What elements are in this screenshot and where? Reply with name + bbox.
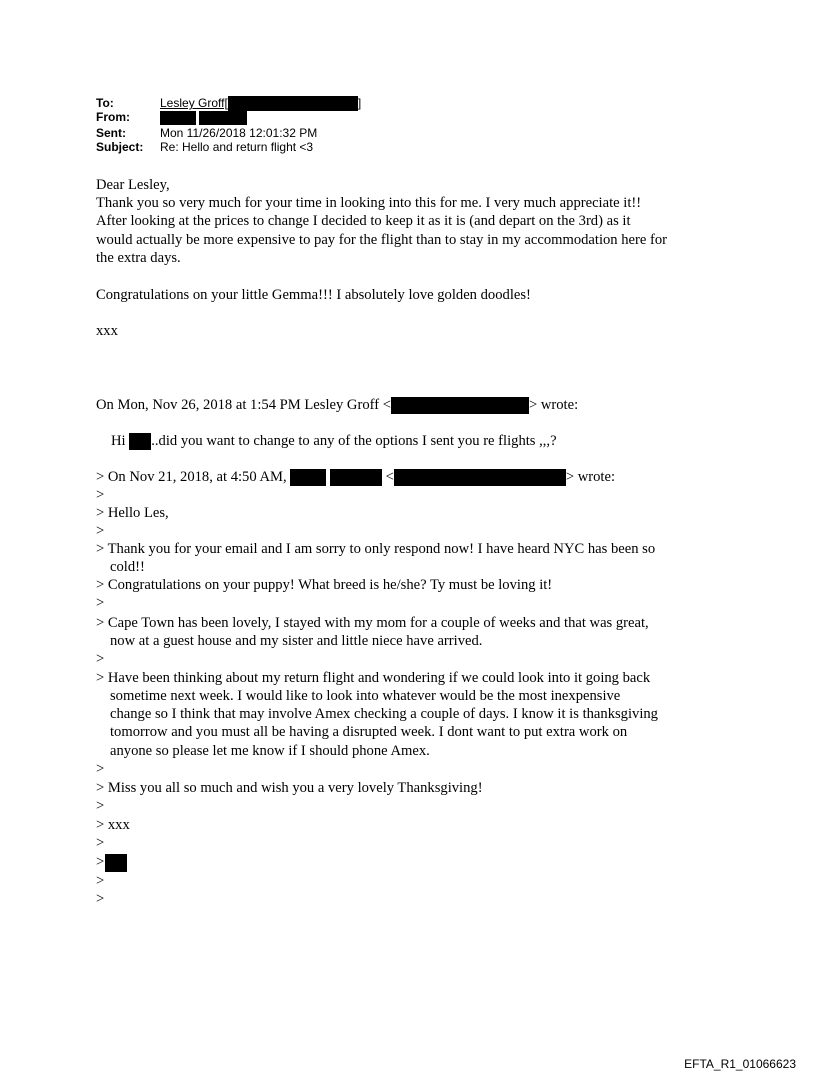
quote-marker: > — [96, 651, 105, 667]
sent-label: Sent: — [96, 126, 126, 140]
redaction-bar — [330, 469, 382, 486]
quote-marker: > — [96, 873, 105, 889]
redaction-bar — [391, 397, 529, 414]
quoted-line: > Cape Town has been lovely, I stayed with my mom for a couple of weeks and that was great, — [96, 615, 649, 631]
redaction-bar — [129, 433, 151, 450]
redaction-bar — [394, 469, 566, 486]
quoted-intro-lt: < — [385, 469, 394, 485]
body-paragraph-2: Congratulations on your little Gemma!!! I absolutely love golden doodles! — [96, 287, 531, 303]
quoted-line: > Miss you all so much and wish you a very lovely Thanksgiving! — [96, 780, 483, 796]
email-header — [96, 96, 496, 156]
reply-intro — [96, 396, 578, 414]
quoted-line: anyone so please let me know if I should phone Amex. — [110, 743, 430, 759]
quote-marker: > — [96, 854, 105, 870]
quote-marker: > — [96, 835, 105, 851]
to-tail: ] — [357, 96, 362, 110]
from-label: From: — [96, 110, 130, 124]
quote-marker: > — [96, 891, 105, 907]
quoted-line: cold!! — [110, 559, 145, 575]
to-label: To: — [96, 96, 114, 110]
redaction-bar — [105, 854, 127, 872]
redaction-bar — [290, 469, 326, 486]
subject-label: Subject: — [96, 140, 144, 154]
quoted-hello: > Hello Les, — [96, 505, 169, 521]
reply-intro-text: On Mon, Nov 26, 2018 at 1:54 PM Lesley Groff < — [96, 397, 391, 413]
from-value — [160, 110, 247, 125]
redaction-bar — [160, 111, 196, 125]
quoted-xxx: > xxx — [96, 817, 130, 833]
sign-off: xxx — [96, 323, 118, 339]
quoted-line: now at a guest house and my sister and little niece have arrived. — [110, 633, 483, 649]
quoted-line: > Congratulations on your puppy! What breed is he/she? Ty must be loving it! — [96, 577, 553, 593]
body-line: Thank you so very much for your time in looking into this for me. I very much appreciate it!! — [96, 195, 642, 211]
to-name: Lesley Groff[ — [160, 96, 228, 110]
body-paragraph-1 — [96, 194, 667, 268]
reply-intro-end: > wrote: — [528, 397, 579, 413]
reply-hi: Hi — [111, 433, 126, 449]
greeting: Dear Lesley, — [96, 177, 170, 193]
quote-marker: > — [96, 487, 105, 503]
redaction-bar — [199, 111, 247, 125]
quoted-line: tomorrow and you must all be having a disrupted week. I dont want to put extra work on — [110, 724, 628, 740]
body-line: would actually be more expensive to pay for the flight than to stay in my accommodation here for — [96, 231, 668, 248]
quoted-line: > Have been thinking about my return flight and wondering if we could look into it going back — [96, 670, 651, 686]
quoted-intro — [96, 468, 615, 486]
body-line: After looking at the prices to change I decided to keep it as it is (and depart on the 3rd) as it — [96, 213, 631, 230]
reply-message — [111, 432, 557, 450]
subject-value: Re: Hello and return flight <3 — [160, 140, 314, 154]
quoted-signature — [96, 853, 127, 872]
document-id: EFTA_R1_01066623 — [684, 1057, 796, 1071]
quote-marker: > — [96, 595, 105, 611]
quoted-line: sometime next week. I would like to look into whatever would be the most inexpensive — [110, 688, 621, 704]
quoted-intro-end: > wrote: — [565, 469, 616, 485]
body-line: the extra days. — [96, 250, 181, 267]
reply-text: ..did you want to change to any of the options I sent you re flights ,,,? — [151, 433, 557, 449]
quoted-intro-text: > On Nov 21, 2018, at 4:50 AM, — [96, 469, 287, 485]
quoted-line: > Thank you for your email and I am sorry to only respond now! I have heard NYC has been so — [96, 541, 656, 557]
quote-marker: > — [96, 523, 105, 539]
quoted-line: change so I think that may involve Amex checking a couple of days. I know it is thanksgiving — [110, 706, 658, 722]
quote-marker: > — [96, 761, 105, 777]
quote-marker: > — [96, 798, 105, 814]
sent-value: Mon 11/26/2018 12:01:32 PM — [160, 126, 318, 140]
